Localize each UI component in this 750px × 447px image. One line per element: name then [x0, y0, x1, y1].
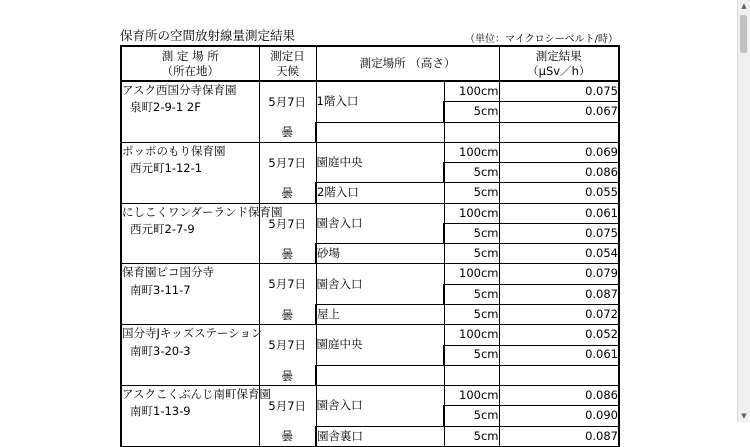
facility-name: アスクこくぶんじ南町保育園 — [122, 387, 272, 402]
height-cell: 5cm — [444, 183, 499, 203]
table-row — [121, 81, 619, 102]
facility-name: 保育園ピコ国分寺 — [122, 265, 214, 280]
result-value: 0.067 — [499, 102, 619, 122]
height-cell: 5cm — [444, 244, 499, 264]
weather: 曇 — [281, 368, 293, 383]
location-cell — [316, 122, 444, 142]
header-result-unit: （μSv／h） — [527, 63, 591, 78]
scroll-up-arrow-icon[interactable]: ▲ — [741, 2, 747, 10]
height-cell: 5cm — [444, 304, 499, 324]
height-cell: 5cm — [444, 406, 499, 426]
facility-address: 南町1-13-9 — [130, 404, 191, 419]
header-date — [259, 46, 316, 81]
location-cell: 園舎入口 — [316, 386, 444, 427]
facility-name: にしこくワンダーランド保育園 — [122, 204, 283, 219]
measure-date: 5月7日 — [268, 338, 307, 353]
header-date-label: 測定日 — [270, 48, 305, 63]
table-header-row — [121, 46, 619, 81]
result-value: 0.052 — [499, 325, 619, 345]
facility-address: 泉町2-9-1 2F — [130, 100, 201, 115]
location-cell: 1階入口 — [316, 81, 444, 122]
measure-date: 5月7日 — [268, 216, 307, 231]
facility-address: 南町3-11-7 — [130, 282, 191, 297]
location-cell: 園庭中央 — [316, 142, 444, 183]
result-value: 0.075 — [499, 223, 619, 243]
location-cell: 2階入口 — [316, 183, 444, 203]
table-row — [121, 264, 619, 284]
date-weather-cell — [259, 81, 316, 142]
date-weather-cell — [259, 325, 316, 386]
weather: 曇 — [281, 429, 293, 444]
scroll-down-arrow-icon[interactable]: ▼ — [741, 412, 747, 420]
height-cell — [444, 365, 499, 385]
measurement-table — [120, 45, 620, 447]
header-facility-sub: （所在地） — [161, 63, 219, 78]
location-cell: 園舎入口 — [316, 203, 444, 244]
facility-cell — [121, 203, 283, 264]
location-cell: 園庭中央 — [316, 325, 444, 366]
table-row — [121, 142, 619, 162]
result-value: 0.087 — [499, 426, 619, 446]
result-value — [499, 122, 619, 142]
table-row — [121, 325, 619, 345]
height-cell: 5cm — [444, 163, 499, 183]
header-location: 測定場所 （高さ） — [316, 46, 499, 81]
table-row — [121, 386, 619, 406]
header-facility-label: 測 定 場 所 — [161, 48, 219, 63]
facility-address: 西元町2-7-9 — [130, 222, 195, 237]
vertical-scrollbar[interactable] — [737, 0, 750, 422]
scrollbar-thumb[interactable] — [740, 15, 747, 53]
result-value — [499, 365, 619, 385]
facility-name: ポッポのもり保育園 — [122, 143, 226, 158]
location-cell: 園舎裏口 — [316, 426, 444, 446]
weather: 曇 — [281, 125, 293, 140]
result-value: 0.086 — [499, 163, 619, 183]
result-value: 0.090 — [499, 406, 619, 426]
facility-name: アスク西国分寺保育園 — [122, 83, 237, 97]
height-cell: 5cm — [444, 223, 499, 243]
height-cell: 100cm — [444, 142, 499, 162]
table-row — [121, 203, 619, 223]
measure-date: 5月7日 — [268, 399, 307, 414]
measure-date: 5月7日 — [268, 277, 307, 292]
date-weather-cell — [259, 142, 316, 203]
result-value: 0.072 — [499, 304, 619, 324]
facility-cell — [121, 142, 259, 203]
result-value: 0.055 — [499, 183, 619, 203]
facility-address: 南町3-20-3 — [130, 343, 191, 358]
weather: 曇 — [281, 307, 293, 322]
height-cell: 100cm — [444, 264, 499, 284]
height-cell: 5cm — [444, 345, 499, 365]
header-result — [499, 46, 619, 81]
height-cell: 100cm — [444, 203, 499, 223]
header-result-label: 測定結果 — [535, 48, 582, 63]
measure-date: 5月7日 — [268, 95, 307, 109]
location-cell — [316, 365, 444, 385]
height-cell: 5cm — [444, 284, 499, 304]
facility-cell — [121, 81, 259, 142]
result-value: 0.087 — [499, 284, 619, 304]
facility-cell — [121, 386, 272, 447]
height-cell: 5cm — [444, 426, 499, 446]
measure-date: 5月7日 — [268, 155, 307, 170]
facility-cell — [121, 325, 263, 386]
location-cell: 屋上 — [316, 304, 444, 324]
location-cell: 砂場 — [316, 244, 444, 264]
result-value: 0.075 — [499, 81, 619, 102]
facility-cell — [121, 264, 259, 325]
result-value: 0.054 — [499, 244, 619, 264]
result-value: 0.061 — [499, 345, 619, 365]
weather: 曇 — [281, 186, 293, 201]
facility-name: 国分寺Jキッズステーション — [122, 326, 263, 341]
result-value: 0.061 — [499, 203, 619, 223]
unit-note: （単位：マイクロシーベルト/時） — [465, 34, 618, 45]
date-weather-cell — [259, 264, 316, 325]
header-facility — [121, 46, 259, 81]
height-cell — [444, 122, 499, 142]
height-cell: 5cm — [444, 102, 499, 122]
height-cell: 100cm — [444, 386, 499, 406]
result-value: 0.079 — [499, 264, 619, 284]
facility-address: 西元町1-12-1 — [130, 161, 203, 176]
document-page — [120, 0, 620, 444]
result-value: 0.086 — [499, 386, 619, 406]
page-title: 保育所の空間放射線量測定結果 — [120, 28, 296, 43]
height-cell: 100cm — [444, 325, 499, 345]
height-cell: 100cm — [444, 81, 499, 102]
location-cell: 園舎入口 — [316, 264, 444, 305]
weather: 曇 — [281, 247, 293, 262]
header-weather-label: 天候 — [276, 63, 299, 78]
result-value: 0.069 — [499, 142, 619, 162]
